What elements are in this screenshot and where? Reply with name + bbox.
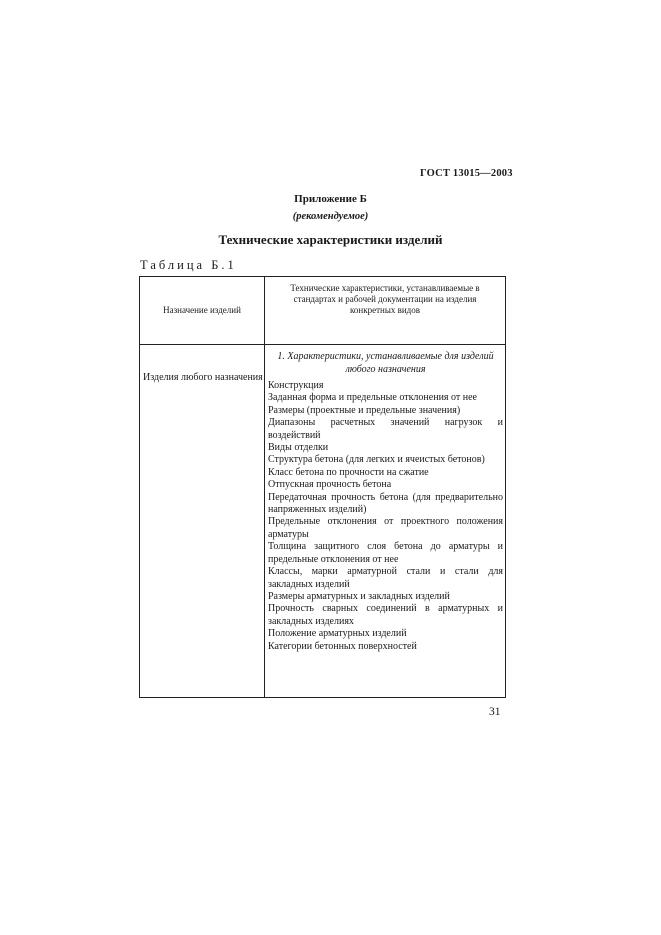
list-item: Заданная форма и предельные отклонения от нее bbox=[268, 392, 477, 404]
list-item: Виды отделки bbox=[268, 442, 329, 454]
document-code: ГОСТ 13015—2003 bbox=[420, 168, 513, 179]
list-item: Класс бетона по прочности на сжатие bbox=[268, 466, 429, 478]
section-title: 1. Характеристики, устанавливаемые для изделий любого назначения bbox=[277, 351, 494, 375]
table-row bbox=[140, 345, 506, 698]
column-header-purpose: Назначение изделий bbox=[140, 277, 265, 345]
characteristics-cell bbox=[265, 345, 506, 698]
list-item: Классы, марки арматурной стали и стали для закладных изделий bbox=[268, 566, 503, 590]
table-caption: Таблица Б.1 bbox=[140, 258, 237, 272]
table-header-row bbox=[140, 277, 506, 345]
list-item: Отпускная прочность бетона bbox=[268, 479, 392, 491]
list-item: Положение арматурных изделий bbox=[268, 628, 407, 640]
list-item: Структура бетона (для легких и ячеистых бетонов) bbox=[268, 454, 485, 466]
appendix-status: (рекомендуемое) bbox=[292, 211, 369, 222]
list-item: Прочность сварных соединений в арматурных и закладных изделиях bbox=[268, 603, 503, 627]
page-number: 31 bbox=[489, 706, 501, 718]
list-item: Толщина защитного слоя бетона до арматуры и предельные отклонения от нее bbox=[268, 541, 503, 565]
purpose-cell: Изделия любого назначения bbox=[140, 345, 265, 698]
list-item: Предельные отклонения от проектного положения арматуры bbox=[268, 516, 503, 540]
characteristics-list bbox=[268, 380, 503, 653]
list-item: Передаточная прочность бетона (для предварительно напряженных изделий) bbox=[268, 491, 503, 516]
characteristics-table bbox=[139, 276, 506, 698]
appendix-title: Технические характеристики изделий bbox=[218, 232, 443, 247]
list-item: Размеры (проектные и предельные значения) bbox=[268, 404, 461, 416]
column-header-characteristics: Технические характеристики, устанавливаемые в стандартах и рабочей документации на изделия конкретных видов bbox=[265, 277, 506, 345]
list-item: Диапазоны расчетных значений нагрузок и воздействий bbox=[268, 417, 503, 441]
list-item: Конструкция bbox=[268, 380, 324, 391]
list-item: Категории бетонных поверхностей bbox=[268, 640, 417, 652]
list-item: Размеры арматурных и закладных изделий bbox=[268, 590, 450, 602]
appendix-label: Приложение Б bbox=[294, 193, 367, 205]
